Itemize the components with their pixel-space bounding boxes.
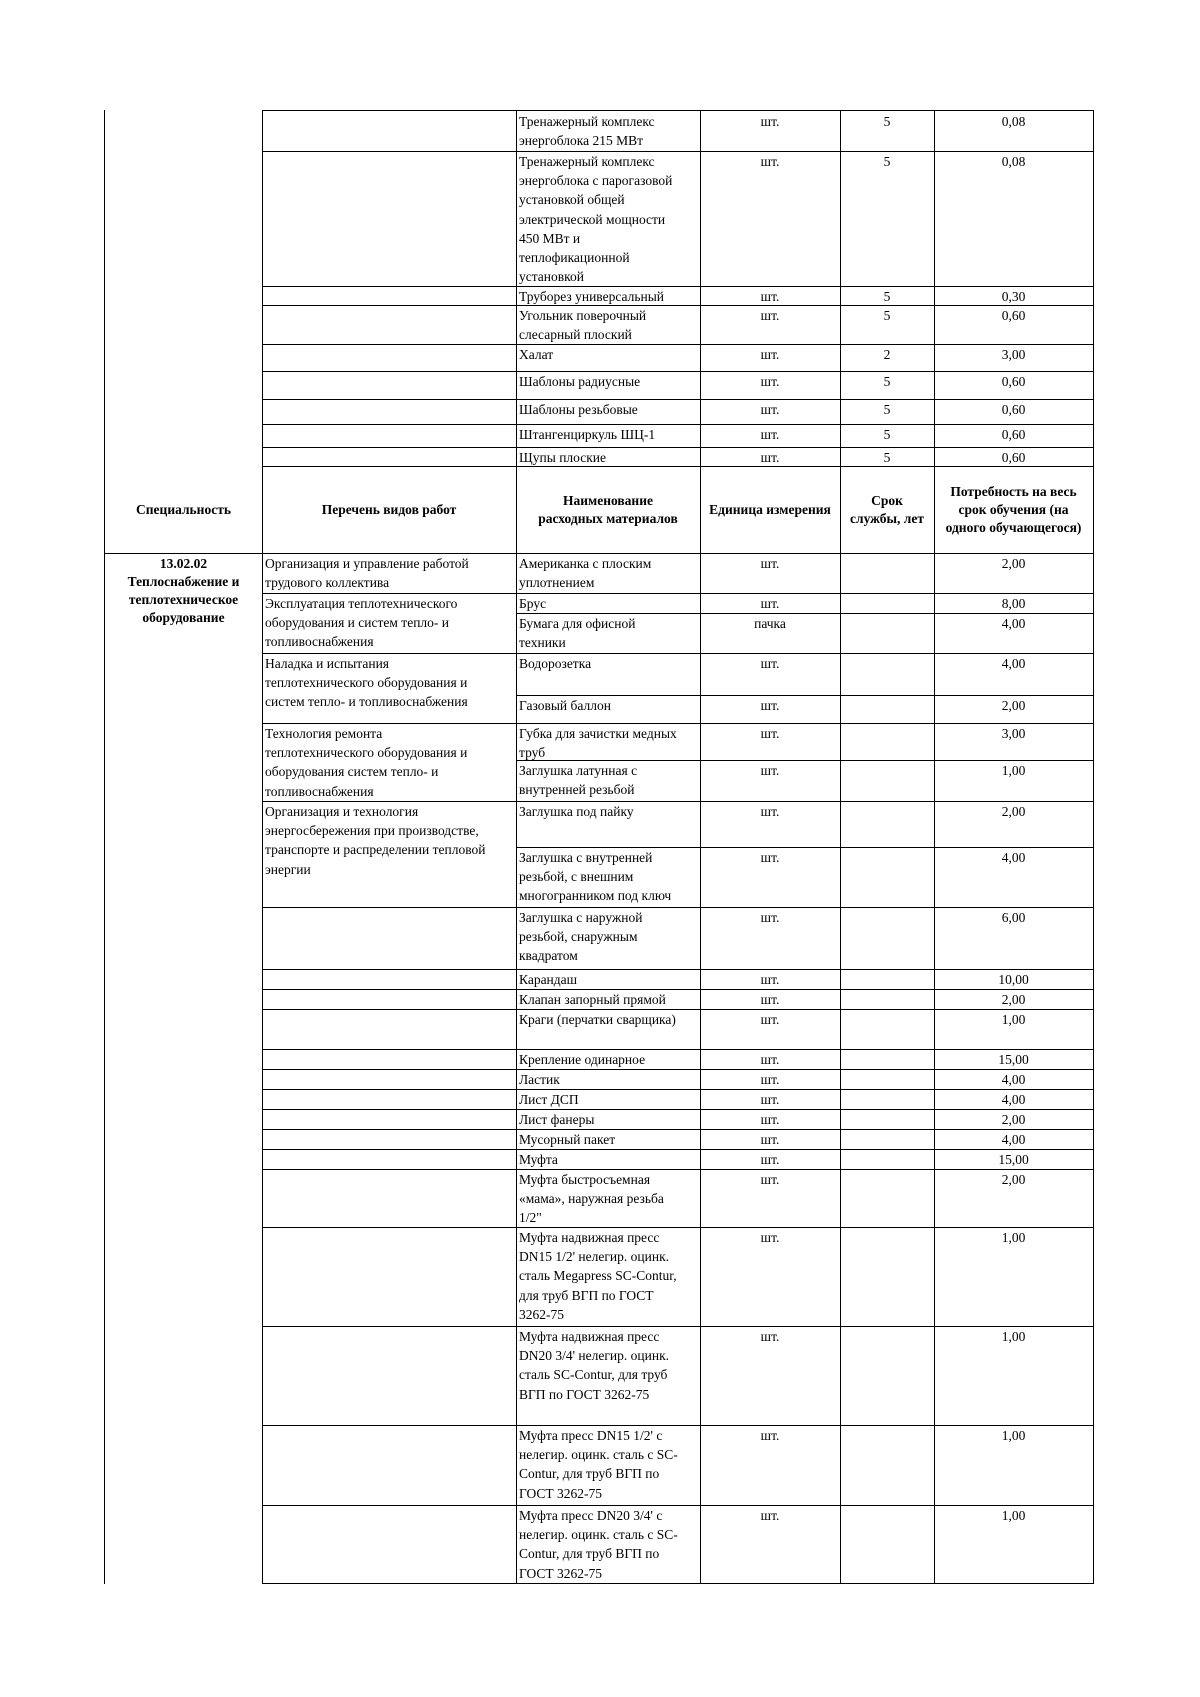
empty-works-cell (262, 1505, 517, 1584)
empty-works-cell (262, 424, 517, 448)
material-name: Заглушка с наружной резьбой, снаружным квадратом (516, 907, 701, 970)
header-material: Наименование расходных материалов (516, 466, 701, 554)
unit: шт. (700, 553, 841, 594)
empty-works-cell (262, 1089, 517, 1110)
need-value: 2,00 (934, 1109, 1094, 1130)
unit: шт. (700, 695, 841, 724)
need-value: 0,60 (934, 424, 1094, 448)
material-name: Муфта быстросъемная «мама», наружная резьба 1/2" (516, 1169, 701, 1228)
empty-works-cell (262, 151, 517, 287)
work-type: Организация и управление работой трудового коллектива (262, 553, 517, 594)
empty-works-cell (262, 286, 517, 306)
need-value: 15,00 (934, 1049, 1094, 1070)
need-value: 0,08 (934, 151, 1094, 287)
material-name: Газовый баллон (516, 695, 701, 724)
need-value: 4,00 (934, 613, 1094, 654)
empty-works-cell (262, 110, 517, 152)
unit: шт. (700, 371, 841, 400)
unit: шт. (700, 723, 841, 761)
unit: шт. (700, 989, 841, 1010)
service-term (840, 1089, 935, 1110)
unit: шт. (700, 653, 841, 696)
unit: шт. (700, 1069, 841, 1090)
header-specialty: Специальность (104, 466, 263, 554)
empty-works-cell (262, 1129, 517, 1150)
material-name: Щупы плоские (516, 447, 701, 467)
service-term (840, 801, 935, 848)
service-term (840, 1169, 935, 1228)
material-name: Брус (516, 593, 701, 614)
work-type: Организация и технология энергосбережения при производстве, транспорте и распределении тепловой энергии (262, 801, 517, 908)
service-term (840, 653, 935, 696)
service-term (840, 969, 935, 990)
material-name: Заглушка латунная с внутренней резьбой (516, 760, 701, 802)
service-term (840, 1129, 935, 1150)
unit: шт. (700, 110, 841, 152)
need-value: 2,00 (934, 695, 1094, 724)
need-value: 1,00 (934, 1326, 1094, 1426)
unit: шт. (700, 447, 841, 467)
material-name: Угольник поверочный слесарный плоский (516, 305, 701, 345)
service-term (840, 723, 935, 761)
material-name: Муфта надвижная пресс DN15 1/2' нелегир. оцинк. сталь Megapress SC-Contur, для труб ВГП по ГОСТ 3262-75 (516, 1227, 701, 1327)
need-value: 3,00 (934, 344, 1094, 372)
service-term (840, 847, 935, 908)
service-term: 5 (840, 305, 935, 345)
unit: пачка (700, 613, 841, 654)
empty-works-cell (262, 447, 517, 467)
need-value: 4,00 (934, 1089, 1094, 1110)
service-term (840, 1009, 935, 1050)
empty-works-cell (262, 1109, 517, 1130)
service-term: 2 (840, 344, 935, 372)
service-term: 5 (840, 424, 935, 448)
empty-works-cell (262, 305, 517, 345)
empty-works-cell (262, 1169, 517, 1228)
service-term: 5 (840, 371, 935, 400)
service-term (840, 1425, 935, 1506)
material-name: Мусорный пакет (516, 1129, 701, 1150)
material-name: Муфта (516, 1149, 701, 1170)
empty-works-cell (262, 344, 517, 372)
service-term (840, 907, 935, 970)
service-term (840, 593, 935, 614)
service-term (840, 989, 935, 1010)
unit: шт. (700, 1009, 841, 1050)
need-value: 0,60 (934, 399, 1094, 425)
service-term (840, 553, 935, 594)
empty-works-cell (262, 1149, 517, 1170)
service-term (840, 1049, 935, 1070)
header-works: Перечень видов работ (262, 466, 517, 554)
material-name: Краги (перчатки сварщика) (516, 1009, 701, 1050)
need-value: 15,00 (934, 1149, 1094, 1170)
specialty-cell: 13.02.02 Теплоснабжение и теплотехническое оборудование (104, 553, 263, 1584)
unit: шт. (700, 399, 841, 425)
unit: шт. (700, 1129, 841, 1150)
material-name: Муфта пресс DN15 1/2' с нелегир. оцинк. сталь с SC- Contur, для труб ВГП по ГОСТ 3262-75 (516, 1425, 701, 1506)
need-value: 1,00 (934, 760, 1094, 802)
empty-works-cell (262, 1009, 517, 1050)
need-value: 2,00 (934, 553, 1094, 594)
empty-works-cell (262, 989, 517, 1010)
need-value: 0,60 (934, 371, 1094, 400)
empty-works-cell (262, 1326, 517, 1426)
need-value: 8,00 (934, 593, 1094, 614)
material-name: Бумага для офисной техники (516, 613, 701, 654)
material-name: Губка для зачистки медных труб (516, 723, 701, 761)
material-name: Тренажерный комплекс энергоблока 215 МВт (516, 110, 701, 152)
need-value: 1,00 (934, 1425, 1094, 1506)
unit: шт. (700, 1326, 841, 1426)
work-type: Эксплуатация теплотехнического оборудования и систем тепло- и топливоснабжения (262, 593, 517, 654)
need-value: 10,00 (934, 969, 1094, 990)
service-term (840, 1069, 935, 1090)
service-term (840, 1505, 935, 1584)
need-value: 0,08 (934, 110, 1094, 152)
empty-works-cell (262, 1069, 517, 1090)
unit: шт. (700, 593, 841, 614)
need-value: 1,00 (934, 1227, 1094, 1327)
material-name: Заглушка с внутренней резьбой, с внешним многогранником под ключ (516, 847, 701, 908)
need-value: 0,60 (934, 305, 1094, 345)
unit: шт. (700, 1049, 841, 1070)
material-name: Карандаш (516, 969, 701, 990)
need-value: 4,00 (934, 653, 1094, 696)
unit: шт. (700, 801, 841, 848)
unit: шт. (700, 1109, 841, 1130)
unit: шт. (700, 1089, 841, 1110)
need-value: 2,00 (934, 1169, 1094, 1228)
material-name: Ластик (516, 1069, 701, 1090)
service-term (840, 1326, 935, 1426)
need-value: 1,00 (934, 1505, 1094, 1584)
empty-works-cell (262, 969, 517, 990)
unit: шт. (700, 1149, 841, 1170)
need-value: 6,00 (934, 907, 1094, 970)
unit: шт. (700, 1505, 841, 1584)
unit: шт. (700, 760, 841, 802)
material-name: Крепление одинарное (516, 1049, 701, 1070)
empty-works-cell (262, 399, 517, 425)
empty-works-cell (262, 1227, 517, 1327)
need-value: 0,60 (934, 447, 1094, 467)
work-type: Технология ремонта теплотехнического оборудования и оборудования систем тепло- и топливоснабжения (262, 723, 517, 802)
unit: шт. (700, 151, 841, 287)
empty-works-cell (262, 907, 517, 970)
need-value: 0,30 (934, 286, 1094, 306)
service-term (840, 1109, 935, 1130)
service-term: 5 (840, 286, 935, 306)
unit: шт. (700, 344, 841, 372)
need-value: 1,00 (934, 1009, 1094, 1050)
material-name: Заглушка под пайку (516, 801, 701, 848)
service-term (840, 1227, 935, 1327)
material-name: Шаблоны резьбовые (516, 399, 701, 425)
need-value: 3,00 (934, 723, 1094, 761)
need-value: 4,00 (934, 1069, 1094, 1090)
service-term (840, 613, 935, 654)
need-value: 2,00 (934, 989, 1094, 1010)
service-term: 5 (840, 399, 935, 425)
material-name: Лист фанеры (516, 1109, 701, 1130)
unit: шт. (700, 1169, 841, 1228)
material-name: Муфта пресс DN20 3/4' с нелегир. оцинк. сталь с SC- Contur, для труб ВГП по ГОСТ 3262-75 (516, 1505, 701, 1584)
material-name: Водорозетка (516, 653, 701, 696)
work-type: Наладка и испытания теплотехнического оборудования и систем тепло- и топливоснабжения (262, 653, 517, 724)
need-value: 4,00 (934, 1129, 1094, 1150)
unit: шт. (700, 286, 841, 306)
unit: шт. (700, 424, 841, 448)
material-name: Тренажерный комплекс энергоблока с парогазовой установкой общей электрической мощности 450 МВт и теплофикационной установкой (516, 151, 701, 287)
unit: шт. (700, 907, 841, 970)
material-name: Труборез универсальный (516, 286, 701, 306)
service-term (840, 1149, 935, 1170)
service-term: 5 (840, 110, 935, 152)
material-name: Американка с плоским уплотнением (516, 553, 701, 594)
material-name: Шаблоны радиусные (516, 371, 701, 400)
need-value: 4,00 (934, 847, 1094, 908)
empty-works-cell (262, 371, 517, 400)
service-term (840, 760, 935, 802)
need-value: 2,00 (934, 801, 1094, 848)
service-term (840, 695, 935, 724)
header-unit: Единица измерения (700, 466, 841, 554)
material-name: Штангенциркуль ШЦ-1 (516, 424, 701, 448)
empty-works-cell (262, 1049, 517, 1070)
service-term: 5 (840, 447, 935, 467)
material-name: Халат (516, 344, 701, 372)
service-term: 5 (840, 151, 935, 287)
unit: шт. (700, 969, 841, 990)
header-need: Потребность на весь срок обучения (на одного обучающегося) (934, 466, 1094, 554)
unit: шт. (700, 1227, 841, 1327)
empty-works-cell (262, 1425, 517, 1506)
header-term: Срок службы, лет (840, 466, 935, 554)
unit: шт. (700, 305, 841, 345)
unit: шт. (700, 1425, 841, 1506)
material-name: Лист ДСП (516, 1089, 701, 1110)
material-name: Муфта надвижная пресс DN20 3/4' нелегир. оцинк. сталь SC-Contur, для труб ВГП по ГОСТ 3262-75 (516, 1326, 701, 1426)
material-name: Клапан запорный прямой (516, 989, 701, 1010)
unit: шт. (700, 847, 841, 908)
